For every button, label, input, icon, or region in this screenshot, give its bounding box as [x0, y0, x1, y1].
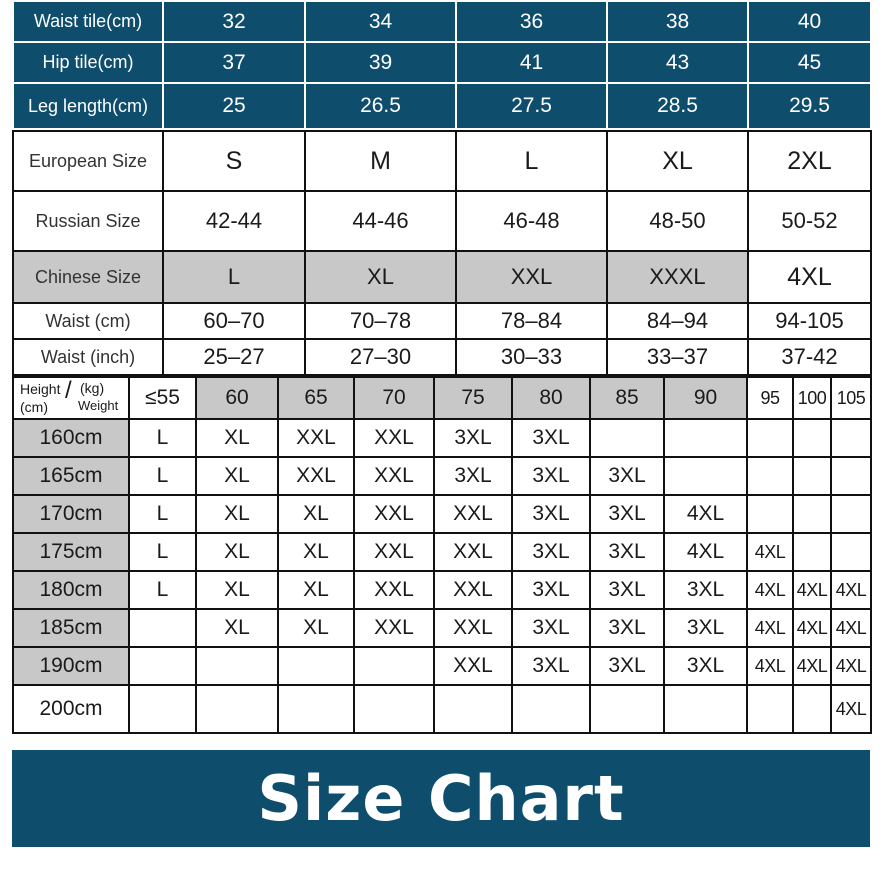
value-cell: 41	[456, 42, 607, 83]
size-recommendation-cell: L	[129, 457, 196, 495]
size-recommendation-cell	[354, 685, 434, 733]
size-recommendation-cell: L	[129, 571, 196, 609]
size-recommendation-cell: 3XL	[664, 571, 747, 609]
size-recommendation-cell	[590, 685, 664, 733]
size-recommendation-cell	[512, 685, 590, 733]
size-recommendation-cell: 4XL	[747, 609, 793, 647]
size-recommendation-cell	[664, 457, 747, 495]
size-recommendation-cell: 3XL	[512, 533, 590, 571]
height-label-cell: 180cm	[13, 571, 129, 609]
size-cell: 78–84	[456, 303, 607, 339]
size-cell: 84–94	[607, 303, 748, 339]
weight-header: 100	[793, 377, 831, 419]
size-recommendation-cell: 4XL	[831, 571, 871, 609]
size-recommendation-cell	[793, 457, 831, 495]
height-row	[13, 495, 871, 533]
size-recommendation-cell: L	[129, 533, 196, 571]
height-row	[13, 419, 871, 457]
size-recommendation-cell: XXL	[278, 419, 354, 457]
height-row	[13, 647, 871, 685]
russian-size-row	[13, 191, 871, 251]
size-recommendation-cell: L	[129, 495, 196, 533]
size-cell: 4XL	[748, 251, 871, 303]
size-recommendation-cell: XL	[278, 571, 354, 609]
waist-cm-row	[13, 303, 871, 339]
size-recommendation-cell: 3XL	[512, 457, 590, 495]
size-recommendation-cell	[747, 457, 793, 495]
height-row	[13, 533, 871, 571]
height-unit-label: (cm)	[20, 399, 48, 415]
height-label-cell: 185cm	[13, 609, 129, 647]
value-cell: 28.5	[607, 83, 748, 129]
size-cell: 37-42	[748, 339, 871, 375]
size-recommendation-cell: 3XL	[664, 647, 747, 685]
size-recommendation-cell: XL	[278, 609, 354, 647]
size-recommendation-cell: 4XL	[747, 571, 793, 609]
row-label: Waist tile(cm)	[13, 1, 163, 42]
value-cell: 29.5	[748, 83, 871, 129]
size-recommendation-cell	[278, 685, 354, 733]
row-label: Leg length(cm)	[13, 83, 163, 129]
measurement-table	[12, 0, 872, 130]
size-recommendation-cell	[664, 419, 747, 457]
size-recommendation-cell: XXL	[354, 457, 434, 495]
slash-divider: /	[65, 377, 72, 404]
size-recommendation-cell: XXL	[434, 647, 512, 685]
value-cell: 36	[456, 1, 607, 42]
height-label-cell: 165cm	[13, 457, 129, 495]
height-row	[13, 685, 871, 733]
size-cell: 25–27	[163, 339, 305, 375]
size-recommendation-cell: 3XL	[434, 419, 512, 457]
size-recommendation-cell: 4XL	[793, 609, 831, 647]
size-recommendation-cell: XXL	[354, 419, 434, 457]
height-label-cell: 170cm	[13, 495, 129, 533]
size-cell: XXL	[456, 251, 607, 303]
size-recommendation-cell: 4XL	[831, 609, 871, 647]
waist-inch-row	[13, 339, 871, 375]
size-cell: 46-48	[456, 191, 607, 251]
size-recommendation-cell: XL	[196, 533, 278, 571]
size-recommendation-cell	[129, 647, 196, 685]
size-cell: 48-50	[607, 191, 748, 251]
size-cell: 2XL	[748, 131, 871, 191]
size-recommendation-cell: XL	[196, 457, 278, 495]
size-recommendation-cell	[590, 419, 664, 457]
row-label: European Size	[13, 131, 163, 191]
height-weight-grid	[12, 376, 872, 734]
size-recommendation-cell	[793, 685, 831, 733]
weight-header: 85	[590, 377, 664, 419]
value-cell: 37	[163, 42, 305, 83]
size-recommendation-cell: XXL	[354, 495, 434, 533]
size-recommendation-cell: L	[129, 419, 196, 457]
leg-length-row	[13, 83, 871, 129]
height-label-cell: 175cm	[13, 533, 129, 571]
row-label: Hip tile(cm)	[13, 42, 163, 83]
banner-title: Size Chart	[257, 762, 625, 835]
size-recommendation-cell	[129, 685, 196, 733]
size-recommendation-cell	[434, 685, 512, 733]
value-cell: 40	[748, 1, 871, 42]
size-recommendation-cell	[793, 533, 831, 571]
size-recommendation-cell	[196, 685, 278, 733]
row-label: Chinese Size	[13, 251, 163, 303]
size-recommendation-cell: 3XL	[590, 647, 664, 685]
size-recommendation-cell: XXL	[434, 533, 512, 571]
size-recommendation-cell: 4XL	[747, 533, 793, 571]
value-cell: 32	[163, 1, 305, 42]
size-recommendation-cell: 4XL	[793, 647, 831, 685]
weight-unit-label: (kg)	[80, 380, 105, 396]
chinese-size-row	[13, 251, 871, 303]
size-recommendation-cell: XL	[278, 533, 354, 571]
size-recommendation-cell	[831, 495, 871, 533]
size-cell: 33–37	[607, 339, 748, 375]
size-chart-tables	[12, 0, 870, 734]
size-chart-banner	[12, 750, 870, 847]
size-recommendation-cell: XL	[196, 571, 278, 609]
size-cell: M	[305, 131, 456, 191]
size-recommendation-cell: XL	[196, 419, 278, 457]
size-recommendation-cell: 4XL	[664, 495, 747, 533]
weight-header: 80	[512, 377, 590, 419]
size-cell: XXXL	[607, 251, 748, 303]
size-recommendation-cell: 3XL	[512, 495, 590, 533]
size-recommendation-cell	[831, 419, 871, 457]
size-recommendation-cell: XXL	[434, 495, 512, 533]
size-recommendation-cell: 3XL	[590, 495, 664, 533]
size-recommendation-cell: XXL	[354, 533, 434, 571]
size-recommendation-cell	[664, 685, 747, 733]
size-recommendation-cell: 3XL	[590, 571, 664, 609]
size-recommendation-cell: XXL	[354, 609, 434, 647]
weight-header: 90	[664, 377, 747, 419]
size-cell: 42-44	[163, 191, 305, 251]
value-cell: 43	[607, 42, 748, 83]
value-cell: 45	[748, 42, 871, 83]
row-label: Waist (cm)	[13, 303, 163, 339]
size-recommendation-cell: XXL	[354, 571, 434, 609]
row-label: Russian Size	[13, 191, 163, 251]
height-label-cell: 160cm	[13, 419, 129, 457]
size-cell: 60–70	[163, 303, 305, 339]
value-cell: 27.5	[456, 83, 607, 129]
value-cell: 25	[163, 83, 305, 129]
weight-label: Weight	[78, 398, 119, 413]
size-recommendation-cell	[793, 495, 831, 533]
weight-header: ≤55	[129, 377, 196, 419]
size-recommendation-cell	[793, 419, 831, 457]
value-cell: 39	[305, 42, 456, 83]
size-recommendation-cell: 4XL	[831, 647, 871, 685]
height-label: Height	[20, 381, 61, 397]
hip-tile-row	[13, 42, 871, 83]
size-cell: S	[163, 131, 305, 191]
weight-header: 75	[434, 377, 512, 419]
height-row	[13, 609, 871, 647]
size-recommendation-cell: 4XL	[664, 533, 747, 571]
height-label-cell: 190cm	[13, 647, 129, 685]
size-recommendation-cell: XL	[196, 609, 278, 647]
size-recommendation-cell: 3XL	[512, 609, 590, 647]
weight-header: 105	[831, 377, 871, 419]
size-recommendation-cell: 3XL	[512, 647, 590, 685]
size-cell: 44-46	[305, 191, 456, 251]
size-recommendation-cell	[747, 685, 793, 733]
size-recommendation-cell: 4XL	[793, 571, 831, 609]
grid-corner-cell	[13, 377, 129, 419]
size-recommendation-cell	[129, 609, 196, 647]
size-conversion-table	[12, 130, 872, 376]
size-recommendation-cell	[196, 647, 278, 685]
size-cell: L	[456, 131, 607, 191]
size-recommendation-cell: 3XL	[590, 457, 664, 495]
size-cell: 50-52	[748, 191, 871, 251]
waist-tile-row	[13, 1, 871, 42]
weight-header: 70	[354, 377, 434, 419]
value-cell: 38	[607, 1, 748, 42]
size-cell: 70–78	[305, 303, 456, 339]
height-row	[13, 571, 871, 609]
size-cell: L	[163, 251, 305, 303]
size-recommendation-cell	[747, 495, 793, 533]
row-label: Waist (inch)	[13, 339, 163, 375]
size-recommendation-cell: 4XL	[747, 647, 793, 685]
size-recommendation-cell	[747, 419, 793, 457]
size-recommendation-cell: XL	[196, 495, 278, 533]
weight-header: 60	[196, 377, 278, 419]
size-cell: 27–30	[305, 339, 456, 375]
weight-header: 65	[278, 377, 354, 419]
size-cell: XL	[305, 251, 456, 303]
height-label-cell: 200cm	[13, 685, 129, 733]
size-recommendation-cell: XXL	[434, 571, 512, 609]
value-cell: 26.5	[305, 83, 456, 129]
weight-header-row	[13, 377, 871, 419]
size-recommendation-cell: 3XL	[664, 609, 747, 647]
size-recommendation-cell	[831, 457, 871, 495]
size-recommendation-cell: 3XL	[590, 533, 664, 571]
size-recommendation-cell: XL	[278, 495, 354, 533]
size-recommendation-cell: XXL	[434, 609, 512, 647]
size-recommendation-cell: 3XL	[512, 571, 590, 609]
size-recommendation-cell	[354, 647, 434, 685]
size-recommendation-cell	[831, 533, 871, 571]
size-recommendation-cell: 3XL	[590, 609, 664, 647]
size-recommendation-cell: 4XL	[831, 685, 871, 733]
european-size-row	[13, 131, 871, 191]
size-cell: XL	[607, 131, 748, 191]
weight-header: 95	[747, 377, 793, 419]
value-cell: 34	[305, 1, 456, 42]
size-recommendation-cell: XXL	[278, 457, 354, 495]
size-cell: 94-105	[748, 303, 871, 339]
size-recommendation-cell	[278, 647, 354, 685]
size-recommendation-cell: 3XL	[512, 419, 590, 457]
size-recommendation-cell: 3XL	[434, 457, 512, 495]
height-row	[13, 457, 871, 495]
size-cell: 30–33	[456, 339, 607, 375]
